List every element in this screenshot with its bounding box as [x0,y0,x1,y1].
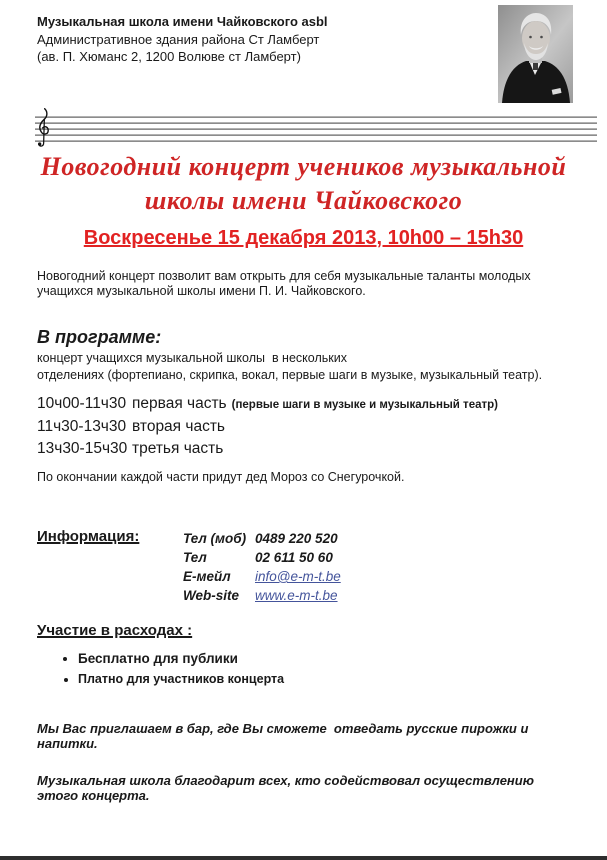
program-desc-line1: концерт учащихся музыкальной школы в нескольких [37,350,347,365]
bullet-paid-participants: • Платно для участников концерта [78,669,607,689]
phone-number: 02 611 50 60 [255,550,333,565]
staff-line [35,122,597,124]
staff-line [35,116,597,118]
bottom-edge-bar [0,856,607,860]
treble-clef-icon [36,108,52,150]
participation-bullets [60,649,607,689]
contact-label: Е-мейл [183,569,231,584]
schedule-part: вторая часть [132,418,225,435]
schedule-time: 13ч30-15ч30 [37,439,128,457]
thanks-note: Музыкальная школа благодарит всех, кто содействовал осуществлению этого концерта. [37,773,538,803]
staff-line [35,128,597,130]
bar-invitation-note: Мы Вас приглашаем в бар, где Вы сможете отведать русские пирожки и напитки. [37,721,533,751]
contact-heading: Информация: [37,528,140,545]
contact-row-email [183,567,341,586]
contact-row-website [183,586,341,605]
schedule-row [37,438,607,460]
schedule-part: первая часть [132,394,227,412]
event-title [0,150,607,218]
school-address-line2: (ав. П. Хюманс 2, 1200 Волюве ст Ламберт) [37,49,301,64]
contact-rows [183,528,341,605]
schedule-list [37,393,607,460]
contact-label: Тел (моб) [183,531,247,546]
email-link[interactable]: info@e-m-t.be [255,569,341,584]
bullet-free-public: • Бесплатно для публики [78,649,607,669]
santa-note: По окончании каждой части придут дед Мороз со Снегурочкой. [37,470,405,484]
intro-paragraph: Новогодний концерт позволит вам открыть для себя музыкальные таланты молодых учащихся музыкальной школы имени П. И. Чайковского. [37,268,531,298]
contact-label: Тел [183,550,207,565]
program-heading: В программе: [37,326,162,347]
staff-line [35,140,597,142]
contact-row-phone [183,548,341,567]
schedule-part: третья часть [132,439,224,457]
participation-heading: Участие в расходах : [37,622,193,639]
staff-line [35,134,597,136]
event-title-line2: школы имени Чайковского [144,185,463,215]
contact-label: Web-site [183,588,240,603]
event-title-line1: Новогодний концерт учеников музыкальной [40,151,567,181]
mobile-phone-number: 0489 220 520 [255,531,338,546]
event-date [0,227,607,250]
schedule-note: (первые шаги в музыке и музыкальный театр) [231,398,498,411]
school-address-line: Административное здания района Ст Ламберт [37,31,320,47]
schedule-time: 10ч00-11ч30 [37,394,127,412]
website-link[interactable]: www.e-m-t.be [255,588,338,603]
contact-section [37,528,607,605]
program-desc-line2: отделениях (фортепиано, скрипка, вокал, первые шаги в музыке, музыкальный театр). [37,367,543,382]
musical-staff [35,116,597,144]
schedule-time: 11ч30-13ч30 [37,418,127,435]
contact-row-mobile [183,529,341,548]
schedule-row [37,393,607,417]
school-name: Музыкальная школа имени Чайковского asbl [37,14,328,29]
event-date-text: Воскресенье 15 декабря 2013, 10h00 – 15h30 [83,226,524,249]
staff-zone [0,66,607,150]
schedule-row [37,416,607,438]
